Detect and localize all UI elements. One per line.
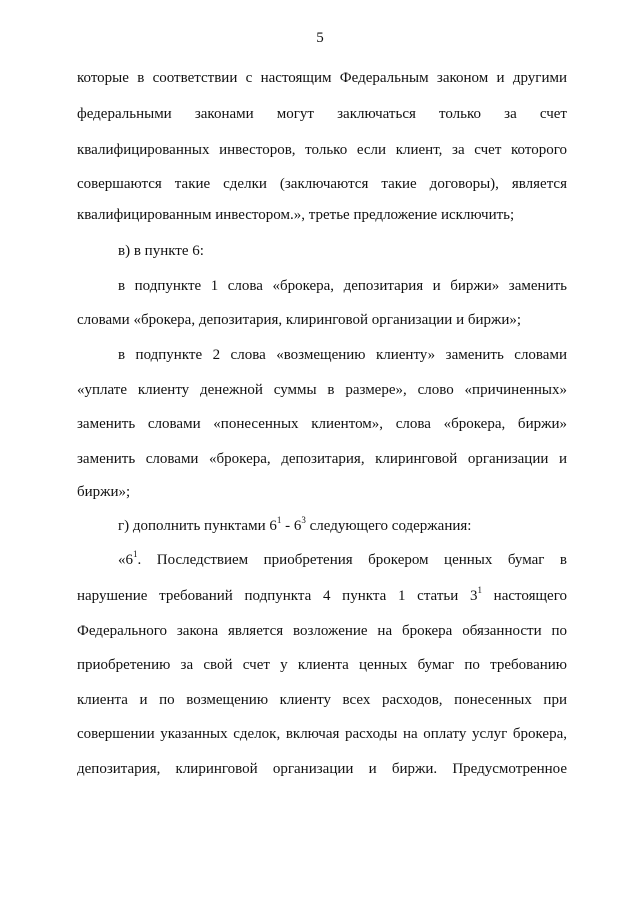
text-line: совершении указанных сделок, включая расходы на оплату услуг брокера, xyxy=(77,726,567,742)
text-fragment: . Последствием приобретения брокером ценных бумаг в xyxy=(137,552,567,568)
text-fragment: «6 xyxy=(118,552,133,568)
text-line xyxy=(77,586,567,606)
text-line: словами «брокера, депозитария, клиринговой организации и биржи»; xyxy=(77,312,522,328)
text-line: клиента и по возмещению клиенту всех расходов, понесенных при xyxy=(77,692,567,708)
page-number: 5 xyxy=(316,30,324,46)
text-line: квалифицированным инвестором.», третье предложение исключить; xyxy=(77,207,515,223)
text-line: в) в пункте 6: xyxy=(118,243,204,259)
text-line: которые в соответствии с настоящим Федеральным законом и другими xyxy=(77,70,567,86)
text-line: в подпункте 2 слова «возмещению клиенту» заменить словами xyxy=(118,347,567,363)
text-line: депозитария, клиринговой организации и биржи. Предусмотренное xyxy=(77,761,567,777)
text-line: биржи»; xyxy=(77,484,131,500)
text-fragment: настоящего xyxy=(481,588,567,604)
text-line: заменить словами «понесенных клиентом», слова «брокера, биржи» xyxy=(77,416,567,432)
text-line: «уплате клиенту денежной суммы в размере», слово «причиненных» xyxy=(77,382,567,398)
superscript: 1 xyxy=(276,515,282,525)
text-line: квалифицированных инвесторов, только если клиент, за счет которого xyxy=(77,142,567,158)
text-fragment: - 6 xyxy=(281,518,302,534)
superscript: 1 xyxy=(477,585,482,595)
text-line: федеральными законами могут заключаться только за счет xyxy=(77,106,567,122)
text-fragment: г) дополнить пунктами 6 xyxy=(118,518,277,534)
text-line: в подпункте 1 слова «брокера, депозитария и биржи» заменить xyxy=(118,278,567,294)
text-line: Федерального закона является возложение на брокера обязанности по xyxy=(77,623,567,639)
superscript: 3 xyxy=(301,515,306,525)
text-line: приобретению за свой счет у клиента ценных бумаг по требованию xyxy=(77,657,567,673)
text-line: заменить словами «брокера, депозитария, клиринговой организации и xyxy=(77,451,567,467)
text-fragment: нарушение требований подпункта 4 пункта 1 статьи 3 xyxy=(77,588,478,604)
text-line xyxy=(118,550,567,570)
text-fragment: следующего содержания: xyxy=(305,518,472,534)
text-line xyxy=(118,516,567,536)
superscript: 1 xyxy=(133,549,138,559)
text-line: совершаются такие сделки (заключаются такие договоры), является xyxy=(77,176,567,192)
